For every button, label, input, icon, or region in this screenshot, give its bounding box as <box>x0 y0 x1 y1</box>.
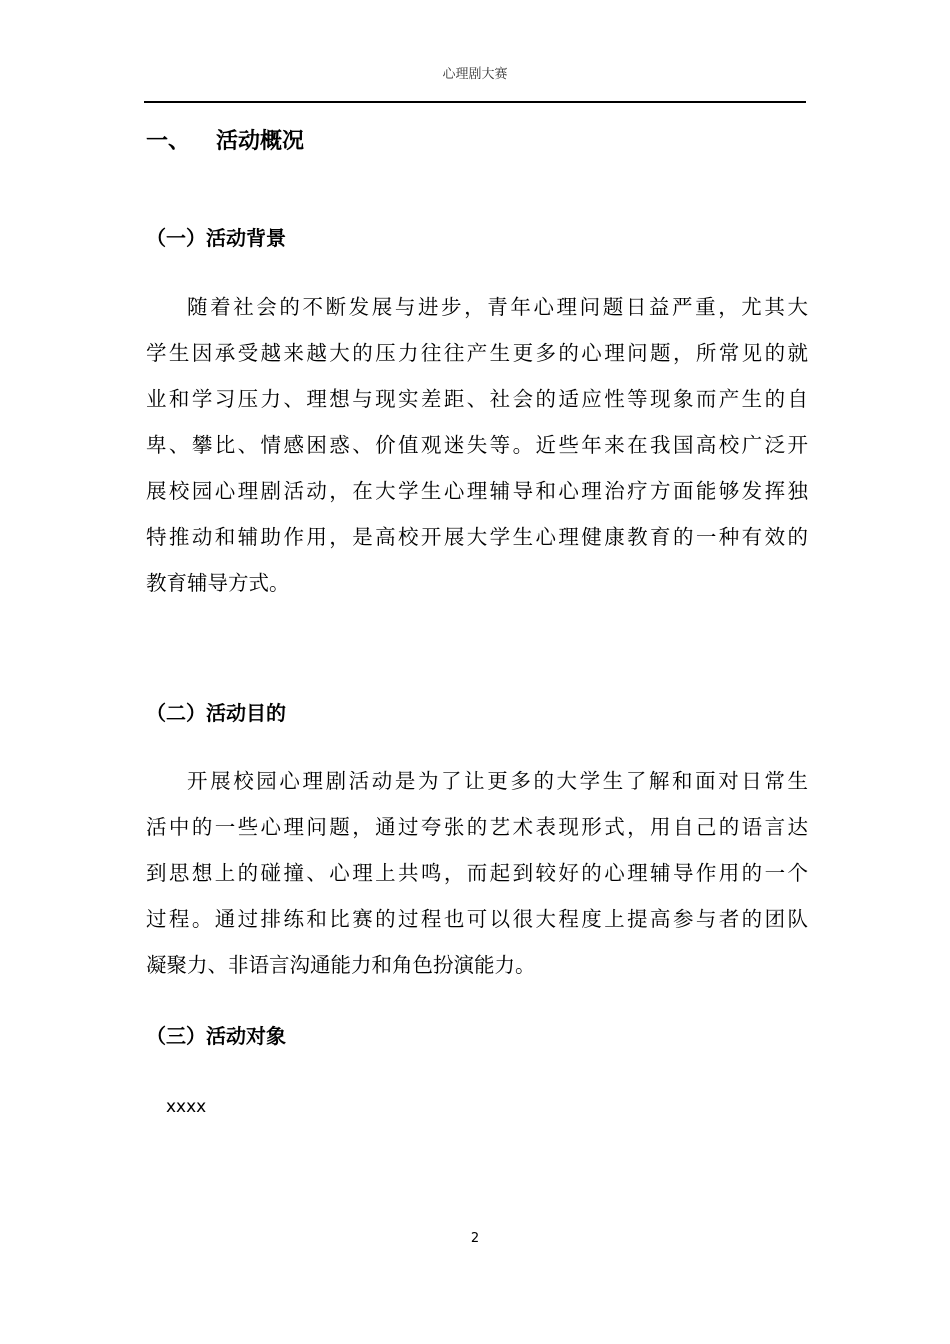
page-number: 2 <box>470 1231 480 1246</box>
target-heading: （三）活动对象 <box>146 1024 286 1048</box>
section-title: 活动概况 <box>216 129 305 154</box>
purpose-heading: （二）活动目的 <box>146 701 286 725</box>
section-heading <box>146 126 806 158</box>
header-divider <box>144 101 806 103</box>
paragraph-line: 业和学习压力、理想与现实差距、社会的适应性等现象而产生的自 <box>146 387 808 411</box>
paragraph-line: 展校园心理剧活动，在大学生心理辅导和心理治疗方面能够发挥独 <box>146 479 808 503</box>
paragraph-line: 学生因承受越来越大的压力往往产生更多的心理问题，所常见的就 <box>146 341 808 365</box>
paragraph-line: 卑、攀比、情感困惑、价值观迷失等。近些年来在我国高校广泛开 <box>146 433 808 457</box>
paragraph-line: 过程。通过排练和比赛的过程也可以很大程度上提高参与者的团队 <box>146 907 808 931</box>
purpose-paragraph <box>146 758 808 988</box>
section-number: 一、 <box>146 129 191 154</box>
background-heading: （一）活动背景 <box>146 226 286 250</box>
page-header-title: 心理剧大赛 <box>442 67 508 82</box>
paragraph-line: 活中的一些心理问题，通过夸张的艺术表现形式，用自己的语言达 <box>146 815 808 839</box>
paragraph-line: 随着社会的不断发展与进步，青年心理问题日益严重，尤其大 <box>187 295 808 319</box>
paragraph-line: 教育辅导方式。 <box>146 571 290 595</box>
paragraph-line: 到思想上的碰撞、心理上共鸣，而起到较好的心理辅导作用的一个 <box>146 861 808 885</box>
paragraph-line: 特推动和辅助作用，是高校开展大学生心理健康教育的一种有效的 <box>146 525 808 549</box>
target-text: xxxx <box>166 1097 207 1117</box>
background-paragraph <box>146 284 808 606</box>
paragraph-line: 凝聚力、非语言沟通能力和角色扮演能力。 <box>146 953 536 977</box>
paragraph-line: 开展校园心理剧活动是为了让更多的大学生了解和面对日常生 <box>187 769 808 793</box>
